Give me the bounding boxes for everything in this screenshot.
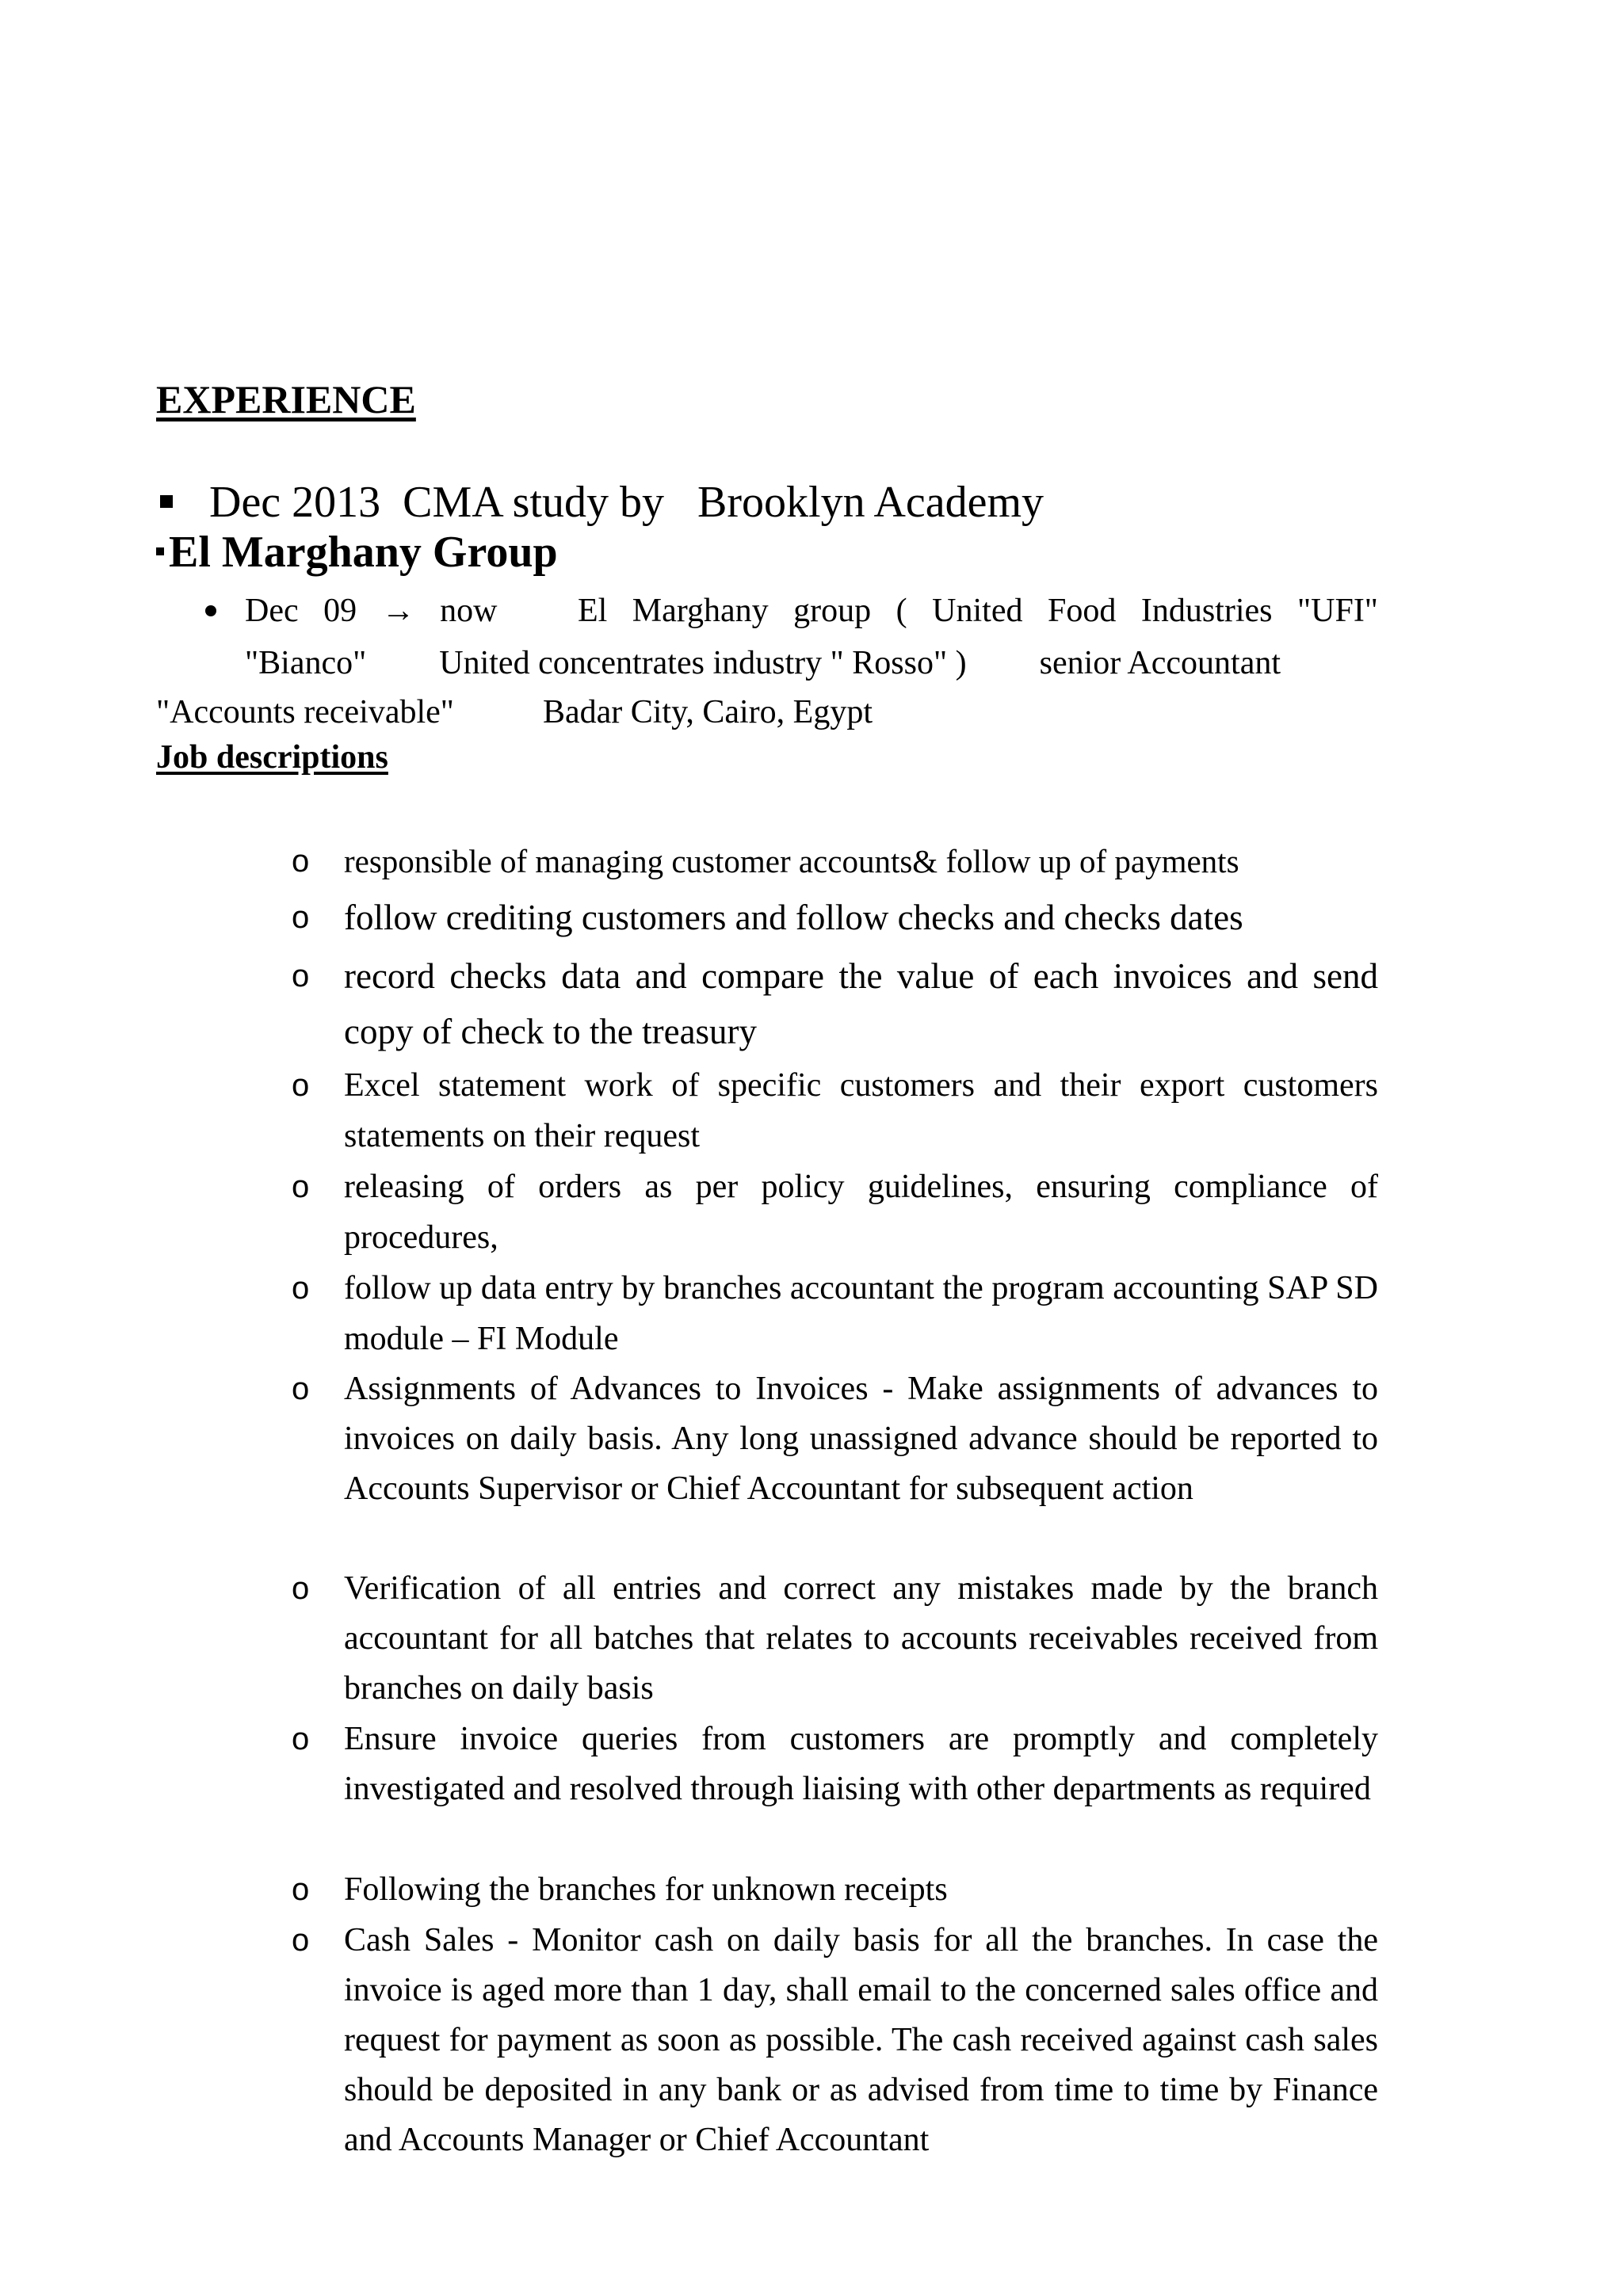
job-descriptions-heading: Job descriptions [156,739,388,776]
job-word: 09 [323,593,357,629]
duty-text: releasing of orders as per policy guidelines, ensuring compliance of procedures, [344,1169,1378,1256]
circle-bullet-marker: o [292,1923,310,1958]
arrow-glyph: → [381,593,415,629]
job-word: Marghany [632,593,769,629]
circle-bullet-marker: o [292,1371,310,1406]
job-word: now [440,593,498,629]
company-name: El Marghany Group [169,528,558,577]
job-department: "Accounts receivable" [156,694,454,730]
list-item [292,1364,1378,1514]
job-brand: "Bianco" [245,645,367,681]
list-item [292,1161,1378,1263]
circle-bullet-marker: o [292,959,310,994]
duty-text: Assignments of Advances to Invoices - Make assignments of advances to invoices on daily basis. Any long unassigned advance should be reported to Accounts Supervisor or Chief Accountant for subsequent action [344,1371,1378,1507]
list-item [292,1263,1378,1364]
circle-bullet-marker: o [292,1872,310,1907]
duty-text: responsible of managing customer accounts& follow up of payments [344,843,1239,879]
job-word: "UFI" [1296,593,1378,629]
circle-bullet-marker: o [292,1169,310,1204]
duty-text: Excel statement work of specific customers and their export customers statements on their request [344,1067,1378,1154]
job-word: El [577,593,608,629]
duty-text: Ensure invoice queries from customers are promptly and completely investigated and resolved through liaising with other departments as required [344,1721,1378,1807]
duty-text: Following the branches for unknown receipts [344,1871,948,1908]
circle-bullet-marker: o [292,1722,310,1756]
cma-title: CMA study by [403,478,665,527]
job-word: Dec [245,593,299,629]
job-word: Industries [1140,593,1273,629]
list-item [292,836,1378,887]
list-item [292,892,1378,943]
list-item [292,1714,1378,1814]
job-word: group [793,593,872,629]
experience-heading: EXPERIENCE [156,377,416,421]
circle-bullet-marker: o [292,1571,310,1606]
cma-institution: Brooklyn Academy [697,478,1044,527]
job-word: Food [1047,593,1117,629]
circle-bullet-marker: o [292,1068,310,1103]
duty-text: Cash Sales - Monitor cash on daily basis for all the branches. In case the invoice is aged more than 1 day, shall email to the concerned sales office and request for payment as soon as possible. The cash received against cash sales should be deposited in any bank or as advised from time to time by Finance and Accounts Manager or Chief Accountant [344,1922,1378,2158]
duty-text: record checks data and compare the value of each invoices and send copy of check to the treasury [344,956,1378,1051]
duty-text: follow crediting customers and follow checks and checks dates [344,898,1243,937]
circle-bullet-marker: o [292,900,310,935]
circle-bullet-marker: o [292,844,310,879]
job-word: United [932,593,1023,629]
job-word: ( [896,593,907,629]
list-item [292,1060,1378,1161]
cma-date: Dec 2013 [209,478,381,527]
list-item [292,948,1378,1059]
job-location: Badar City, Cairo, Egypt [542,694,873,730]
job-title: senior Accountant [1039,645,1281,681]
list-item [292,1865,1378,1915]
list-item [292,1564,1378,1714]
duty-text: Verification of all entries and correct any mistakes made by the branch accountant for all batches that relates to accounts receivables received from branches on daily basis [344,1570,1378,1707]
circle-bullet-marker: o [292,1271,310,1306]
duty-text: follow up data entry by branches accountant the program accounting SAP SD module – FI Module [344,1270,1378,1357]
job-company-detail: United concentrates industry " Rosso" ) [439,645,967,681]
list-item [292,1916,1378,2165]
